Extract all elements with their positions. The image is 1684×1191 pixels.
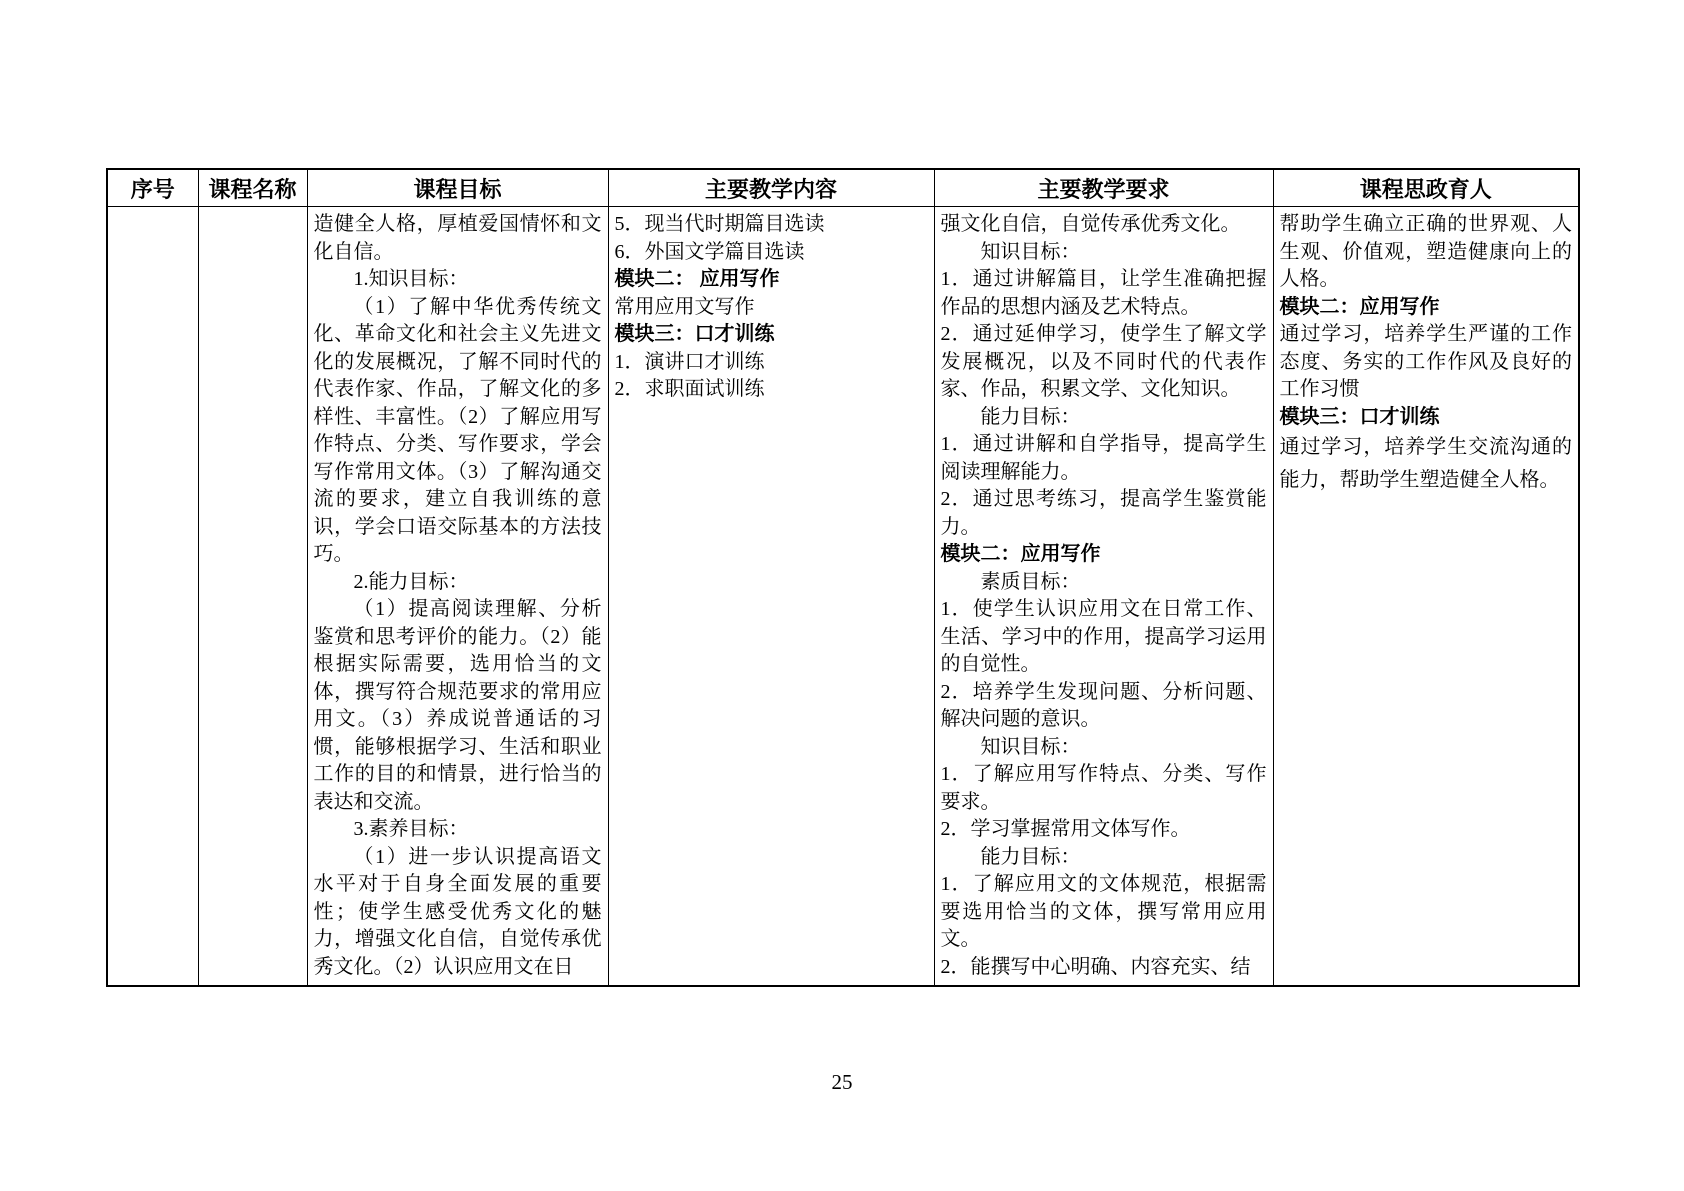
paragraph: 模块二：应用写作 <box>1279 295 1440 318</box>
paragraph: 帮助学生确立正确的世界观、人生观、价值观，塑造健康向上的人格。 <box>1279 213 1572 290</box>
paragraph: 模块三：口才训练 <box>614 323 775 345</box>
cell-ideology-education <box>1273 207 1579 987</box>
paragraph: 知识目标： <box>980 240 1081 263</box>
table-row <box>107 207 1579 987</box>
table-header-row <box>107 169 1579 207</box>
paragraph: 2.能力目标： <box>353 570 469 593</box>
paragraph: 素质目标： <box>980 570 1081 593</box>
paragraph: 2．求职面试训练 <box>614 378 765 400</box>
cell-course-objectives <box>307 207 608 987</box>
curriculum-table <box>106 168 1580 987</box>
paragraph: 1．了解应用文的文体规范，根据需要选用恰当的文体，撰写常用应用文。 <box>940 873 1267 950</box>
paragraph: 1．通过讲解和自学指导，提高学生阅读理解能力。 <box>940 433 1267 483</box>
paragraph: （1）进一步认识提高语文水平对于自身全面发展的重要性；使学生感受优秀文化的魅力，增强文化自信，自觉传承优秀文化。（2）认识应用文在日 <box>313 845 602 978</box>
paragraph: 2．通过延伸学习，使学生了解文学发展概况，以及不同时代的代表作家、作品，积累文学、文化知识。 <box>940 323 1267 400</box>
paragraph: 1．了解应用写作特点、分类、写作要求。 <box>940 763 1267 813</box>
cell-teaching-requirements <box>934 207 1273 987</box>
paragraph: 6．外国文学篇目选读 <box>614 240 805 263</box>
paragraph: 通过学习，培养学生交流沟通的能力，帮助学生塑造健全人格。 <box>1279 436 1572 491</box>
header-serial-number: 序号 <box>107 169 198 207</box>
header-teaching-requirements: 主要教学要求 <box>934 169 1273 207</box>
cell-course-name <box>198 207 307 987</box>
paragraph: 知识目标： <box>980 735 1081 758</box>
paragraph: （1）提高阅读理解、分析鉴赏和思考评价的能力。（2）能根据实际需要，选用恰当的文体，撰写符合规范要求的常用应用文。（3）养成说普通话的习惯，能够根据学习、生活和职业工作的目的和情景，进行恰当的表达和交流。 <box>313 598 602 813</box>
paragraph: 造健全人格，厚植爱国情怀和文化自信。 <box>313 213 602 263</box>
paragraph: 1．使学生认识应用文在日常工作、生活、学习中的作用，提高学习运用的自觉性。 <box>940 598 1267 675</box>
header-ideology-education: 课程思政育人 <box>1273 169 1579 207</box>
paragraph: 能力目标： <box>980 405 1081 428</box>
paragraph: 强文化自信，自觉传承优秀文化。 <box>940 213 1241 235</box>
paragraph: 通过学习，培养学生严谨的工作态度、务实的工作作风及良好的工作习惯 <box>1279 323 1572 400</box>
paragraph: 3.素养目标： <box>353 818 469 840</box>
paragraph: 1.知识目标： <box>353 268 469 290</box>
paragraph: 常用应用文写作 <box>614 295 755 318</box>
paragraph: 能力目标： <box>980 845 1081 868</box>
cell-serial-number <box>107 207 198 987</box>
header-course-objectives: 课程目标 <box>307 169 608 207</box>
paragraph: 模块二：应用写作 <box>940 543 1101 565</box>
paragraph: 模块二： 应用写作 <box>614 268 780 290</box>
paragraph: 2．能撰写中心明确、内容充实、结 <box>940 955 1251 978</box>
paragraph: 5．现当代时期篇目选读 <box>614 213 825 235</box>
paragraph: 2．学习掌握常用文体写作。 <box>940 818 1191 840</box>
paragraph: （1）了解中华优秀传统文化、革命文化和社会主义先进文化的发展概况，了解不同时代的代表作家、作品，了解文化的多样性、丰富性。（2）了解应用写作特点、分类、写作要求，学会写作常用文体。（3）了解沟通交流的要求，建立自我训练的意识，学会口语交际基本的方法技巧。 <box>313 295 602 565</box>
paragraph: 1．通过讲解篇目，让学生准确把握作品的思想内涵及艺术特点。 <box>940 268 1267 318</box>
paragraph: 2．培养学生发现问题、分析问题、解决问题的意识。 <box>940 680 1267 730</box>
cell-teaching-content <box>608 207 934 987</box>
paragraph: 模块三：口才训练 <box>1279 405 1440 428</box>
header-course-name: 课程名称 <box>198 169 307 207</box>
header-teaching-content: 主要教学内容 <box>608 169 934 207</box>
page-number: 25 <box>831 1070 853 1094</box>
paragraph: 1．演讲口才训练 <box>614 350 765 373</box>
paragraph: 2．通过思考练习，提高学生鉴赏能力。 <box>940 488 1267 538</box>
